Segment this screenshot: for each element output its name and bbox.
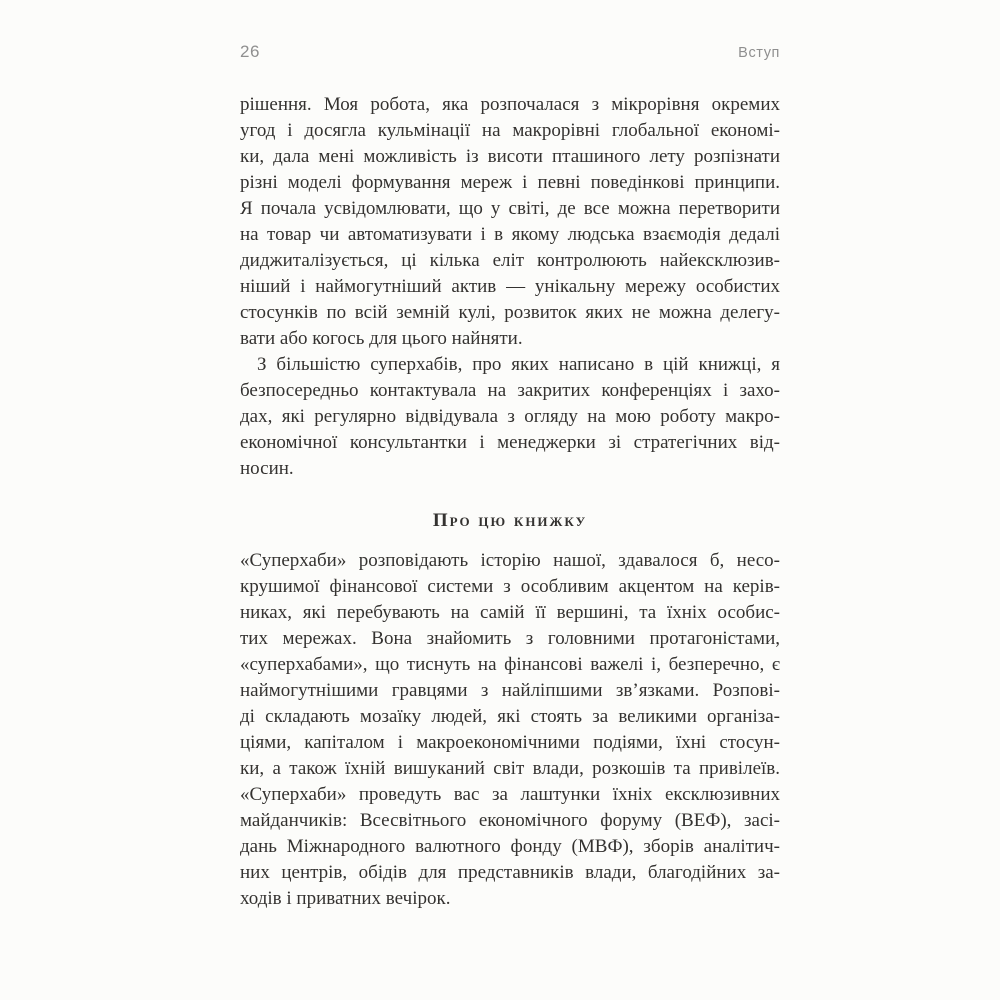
text-line: дань Міжнародного валютного фонду (МВФ), зборів аналітич- xyxy=(240,836,780,857)
section-title: Вступ xyxy=(738,45,780,61)
text-line: носин. xyxy=(240,458,294,479)
text-line: різні моделі формування мереж і певні поведінкові принципи. xyxy=(240,172,780,193)
text-line: диджиталізується, ці кілька еліт контролюють найексклюзив- xyxy=(240,250,780,271)
section-heading: Про цю книжку xyxy=(432,510,588,531)
text-line: дах, які регулярно відвідувала з огляду на мою роботу макро- xyxy=(240,406,780,427)
text-line: тих мережах. Вона знайомить з головними протагоністами, xyxy=(240,628,780,649)
text-line: на товар чи автоматизувати і в якому людська взаємодія дедалі xyxy=(240,224,780,245)
text-line: «Суперхаби» розповідають історію нашої, здавалося б, несо- xyxy=(240,550,780,571)
text-column xyxy=(240,92,780,912)
text-line: наймогутнішими гравцями з найліпшими зв’язками. Розпові- xyxy=(240,680,780,701)
paragraph xyxy=(240,548,780,912)
text-line: ніший і наймогутніший актив — унікальну мережу особистих xyxy=(240,276,780,297)
paragraph xyxy=(240,92,780,352)
text-line: Я почала усвідомлювати, що у світі, де все можна перетворити xyxy=(240,198,780,219)
text-line: безпосередньо контактувала на закритих конференціях і захо- xyxy=(240,380,780,401)
text-line: вати або когось для цього найняти. xyxy=(240,328,523,349)
text-line: З більшістю суперхабів, про яких написано в цій книжці, я xyxy=(257,354,780,375)
text-line: майданчиків: Всесвітнього економічного форуму (ВЕФ), засі- xyxy=(240,810,780,831)
text-line: ходів і приватних вечірок. xyxy=(240,888,451,909)
text-line: них центрів, обідів для представників влади, благодійних за- xyxy=(240,862,780,883)
text-line: «Суперхаби» проведуть вас за лаштунки їхніх ексклюзивних xyxy=(240,784,780,805)
text-line: економічної консультантки і менеджерки зі стратегічних від- xyxy=(240,432,780,453)
text-line: ки, дала мені можливість із висоти пташиного лету розпізнати xyxy=(240,146,780,167)
text-line: «суперхабами», що тиснуть на фінансові важелі і, безперечно, є xyxy=(240,654,780,675)
text-line: рішення. Моя робота, яка розпочалася з мікрорівня окремих xyxy=(240,94,780,115)
page-number: 26 xyxy=(240,42,260,61)
running-header xyxy=(240,42,780,62)
text-line: ки, а також їхній вишуканий світ влади, розкошів та привілеїв. xyxy=(240,758,780,779)
text-line: никах, які перебувають на самій її вершині, та їхніх особис- xyxy=(240,602,780,623)
paragraph xyxy=(240,352,780,482)
text-line: угод і досягла кульмінації на макрорівні глобальної економі- xyxy=(240,120,780,141)
text-line: ціями, капіталом і макроекономічними подіями, їхні стосун- xyxy=(240,732,780,753)
text-line: ді складають мозаїку людей, які стоять за великими організа- xyxy=(240,706,780,727)
text-line: крушимої фінансової системи з особливим акцентом на керів- xyxy=(240,576,780,597)
text-line: стосунків по всій земній кулі, розвиток яких не можна делегу- xyxy=(240,302,780,323)
